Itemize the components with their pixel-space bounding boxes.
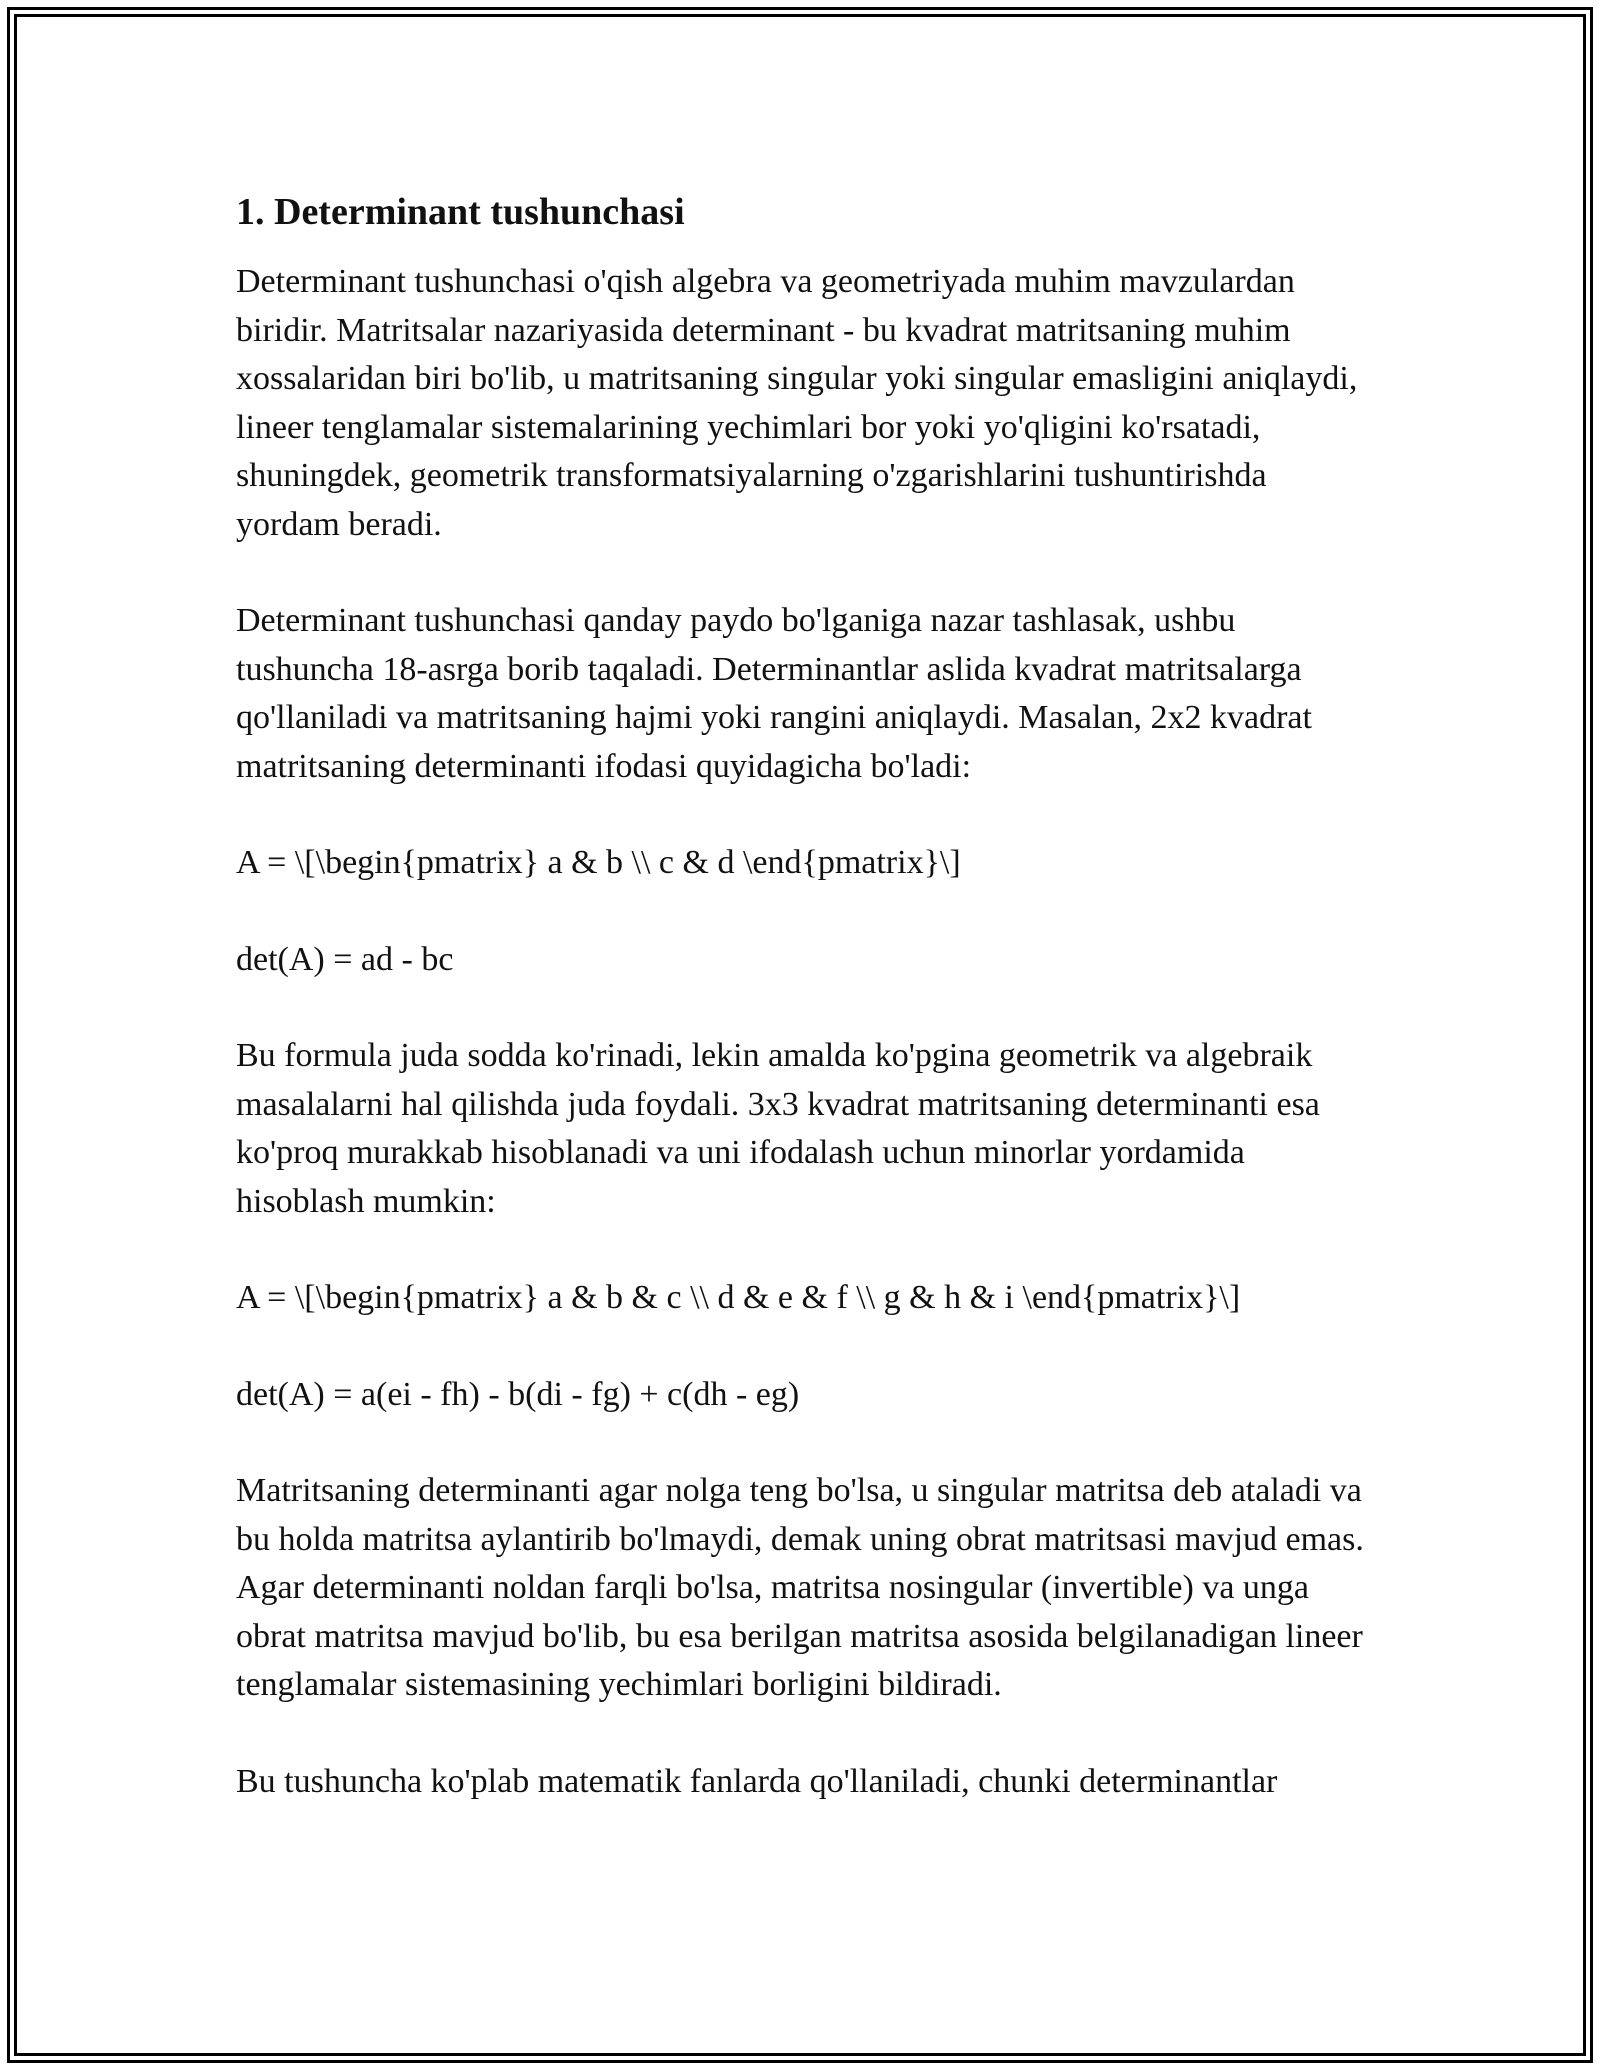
paragraph-singular: Matritsaning determinanti agar nolga teng bo'lsa, u singular matritsa deb ataladi va bu holda matritsa aylantirib bo'lmaydi, demak uning obrat matritsasi mavjud emas. Agar determinanti noldan farqli bo'lsa, matritsa nosingular (invertible) va unga obrat matritsa mavjud bo'lib, bu esa berilgan matritsa asosida belgilanadigan lineer tenglamalar sistemasining yechimlari borligini bildiradi. [236,1472,1364,1703]
section-heading: 1. Determinant tushunchasi [236,191,685,233]
formula-det-2x2: det(A) = ad - bc [236,940,454,978]
paragraph-3x3: Bu formula juda sodda ko'rinadi, lekin amalda ko'pgina geometrik va algebraik masalalarni hal qilishda juda foydali. 3x3 kvadrat matritsaning determinanti esa ko'proq murakkab hisoblanadi va uni ifodalash uchun minorlar yordamida hisoblash mumkin: [236,1037,1320,1220]
formula-matrix-3x3: A = \[\begin{pmatrix} a & b & c \\ d & e & f \\ g & h & i \end{pmatrix}\] [236,1279,1241,1316]
formula-matrix-2x2: A = \[\begin{pmatrix} a & b \\ c & d \end{pmatrix}\] [236,844,961,881]
paragraph-intro: Determinant tushunchasi o'qish algebra va geometriyada muhim mavzulardan biridir. Matritsalar nazariyasida determinant - bu kvadrat matritsaning muhim xossalaridan biri bo'lib, u matritsaning singular yoki singular emasligini aniqlaydi, lineer tenglamalar sistemalarining yechimlari bor yoki yo'qligini ko'rsatadi, shuningdek, geometrik transformatsiyalarning o'zgarishlarini tushuntirishda yordam beradi. [236,263,1358,543]
document-body [236,186,1366,1854]
paragraph-applications: Bu tushuncha ko'plab matematik fanlarda qo'llaniladi, chunki determinantlar [236,1762,1278,1800]
formula-det-3x3: det(A) = a(ei - fh) - b(di - fg) + c(dh - eg) [236,1375,800,1413]
paragraph-history: Determinant tushunchasi qanday paydo bo'lganiga nazar tashlasak, ushbu tushuncha 18-asrga borib taqaladi. Determinantlar aslida kvadrat matritsalarga qo'llaniladi va matritsaning hajmi yoki rangini aniqlaydi. Masalan, 2x2 kvadrat matritsaning determinanti ifodasi quyidagicha bo'ladi: [236,602,1312,785]
